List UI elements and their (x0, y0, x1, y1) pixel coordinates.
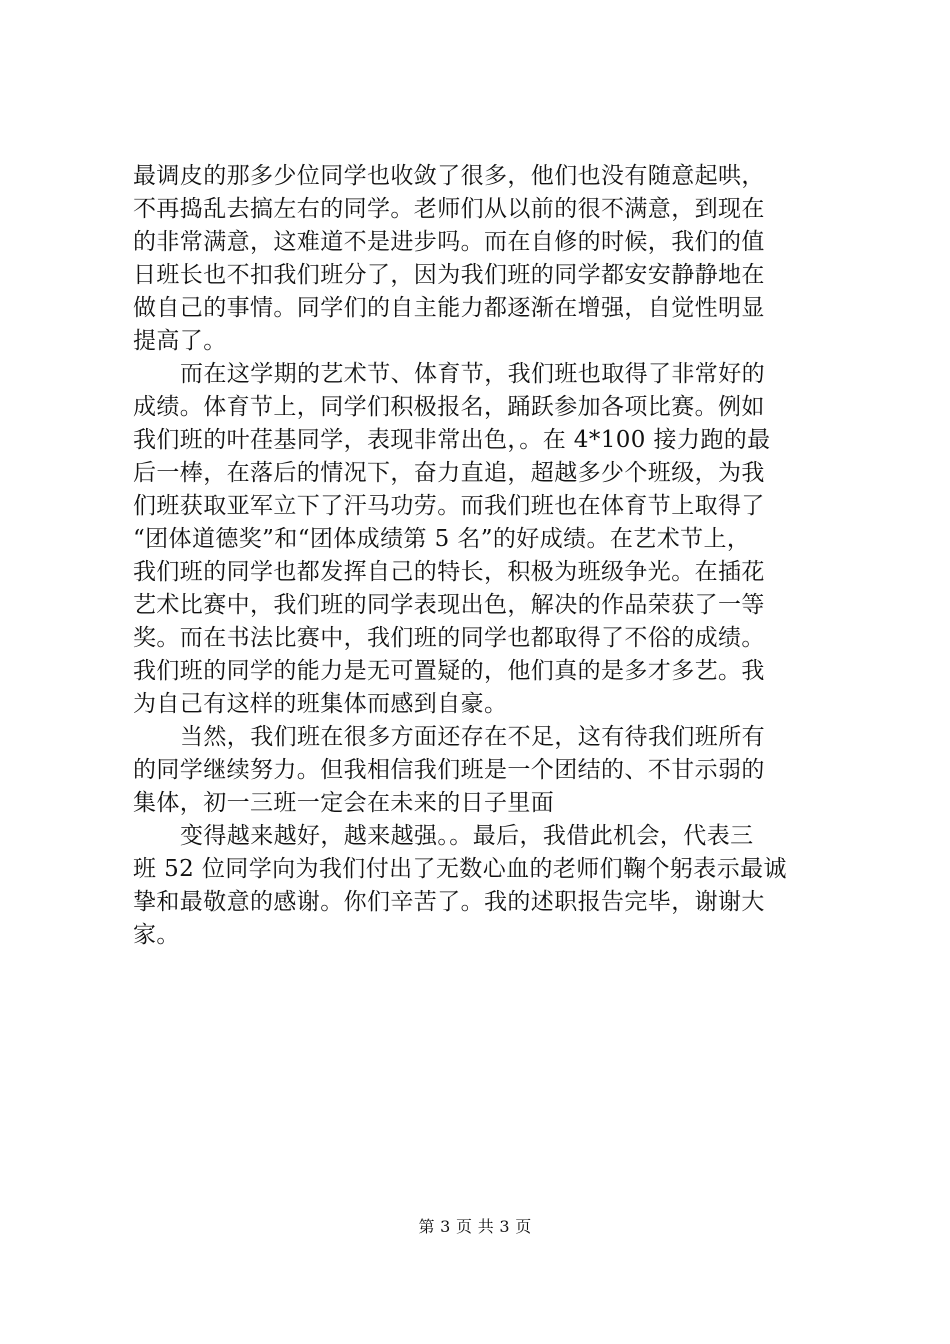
text-line: 不再捣乱去搞左右的同学。老师们从以前的很不满意，到现在 (133, 196, 765, 222)
text-line: 我们班的叶荏基同学，表现非常出色，。在 4*100 接力跑的最 (133, 427, 771, 453)
text-line: 艺术比赛中，我们班的同学表现出色，解决的作品荣获了一等 (133, 592, 765, 618)
text-line: 成绩。体育节上，同学们积极报名，踊跃参加各项比赛。例如 (133, 394, 765, 420)
text-line: 日班长也不扣我们班分了，因为我们班的同学都安安静静地在 (133, 262, 765, 288)
text-line: 后一棒，在落后的情况下，奋力直追，超越多少个班级，为我 (133, 460, 765, 486)
text-line: 我们班的同学的能力是无可置疑的，他们真的是多才多艺。我 (133, 658, 765, 684)
text-line: 我们班的同学也都发挥自己的特长，积极为班级争光。在插花 (133, 559, 765, 585)
text-line: 奖。而在书法比赛中，我们班的同学也都取得了不俗的成绩。 (133, 625, 765, 651)
text-line: 的非常满意，这难道不是进步吗。而在自修的时候，我们的值 (133, 229, 765, 255)
text-line: 班 52 位同学向为我们付出了无数心血的老师们鞠个躬表示最诚 (133, 856, 787, 882)
text-line: 的同学继续努力。但我相信我们班是一个团结的、不甘示弱的 (133, 757, 765, 783)
text-line: 集体，初一三班一定会在未来的日子里面 (133, 790, 555, 816)
text-line: “团体道德奖”和“团体成绩第 5 名”的好成绩。在艺术节上， (133, 526, 751, 552)
page-number-footer: 第 3 页 共 3 页 (418, 1217, 532, 1236)
paragraph-start-line: 而在这学期的艺术节、体育节，我们班也取得了非常好的 (180, 361, 765, 387)
text-line: 家。 (133, 922, 180, 948)
paragraph-start-line: 变得越来越好，越来越强。。最后，我借此机会，代表三 (180, 823, 754, 849)
text-line: 挚和最敬意的感谢。你们辛苦了。我的述职报告完毕，谢谢大 (133, 889, 765, 915)
text-line: 做自己的事情。同学们的自主能力都逐渐在增强，自觉性明显 (133, 295, 765, 321)
text-line: 为自己有这样的班集体而感到自豪。 (133, 691, 508, 717)
text-line: 们班获取亚军立下了汗马功劳。而我们班也在体育节上取得了 (133, 493, 765, 519)
text-line: 提高了。 (133, 328, 227, 354)
text-line: 最调皮的那多少位同学也收敛了很多，他们也没有随意起哄， (133, 163, 765, 189)
body-text (133, 160, 833, 952)
paragraph-start-line: 当然，我们班在很多方面还存在不足，这有待我们班所有 (180, 724, 765, 750)
